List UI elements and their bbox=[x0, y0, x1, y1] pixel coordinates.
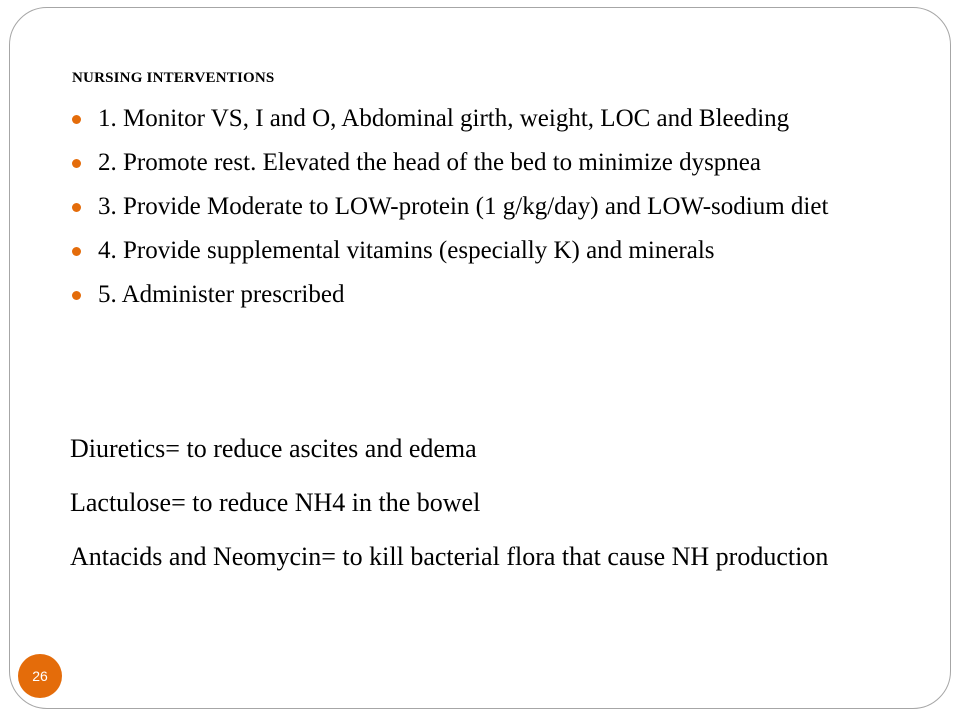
bullet-dot-icon bbox=[72, 159, 81, 168]
bullet-text: 1. Monitor VS, I and O, Abdominal girth, weight, LOC and Bleeding bbox=[98, 105, 790, 132]
bullet-item bbox=[70, 192, 890, 221]
bullet-text: 5. Administer prescribed bbox=[98, 281, 345, 308]
bullet-text: 3. Provide Moderate to LOW-protein (1 g/kg/day) and LOW-sodium diet bbox=[98, 193, 829, 220]
bullet-dot-icon bbox=[72, 203, 81, 212]
page-number-badge: 26 bbox=[18, 654, 62, 698]
lactulose-line: Lactulose= to reduce NH4 in the bowel bbox=[70, 488, 481, 517]
bullet-item bbox=[70, 104, 890, 133]
slide-heading: NURSING INTERVENTIONS bbox=[72, 70, 275, 86]
bullet-list bbox=[70, 104, 890, 324]
bullet-text: 2. Promote rest. Elevated the head of the bed to minimize dyspnea bbox=[98, 149, 762, 176]
antacids-line: Antacids and Neomycin= to kill bacterial flora that cause NH production bbox=[70, 542, 829, 571]
slide-frame bbox=[9, 7, 951, 709]
bullet-text: 4. Provide supplemental vitamins (especially K) and minerals bbox=[98, 237, 715, 264]
bullet-dot-icon bbox=[72, 291, 81, 300]
bullet-item bbox=[70, 280, 890, 309]
diuretics-line: Diuretics= to reduce ascites and edema bbox=[70, 434, 477, 463]
bullet-item bbox=[70, 236, 890, 265]
bullet-dot-icon bbox=[72, 115, 81, 124]
bullet-item bbox=[70, 148, 890, 177]
bullet-dot-icon bbox=[72, 247, 81, 256]
